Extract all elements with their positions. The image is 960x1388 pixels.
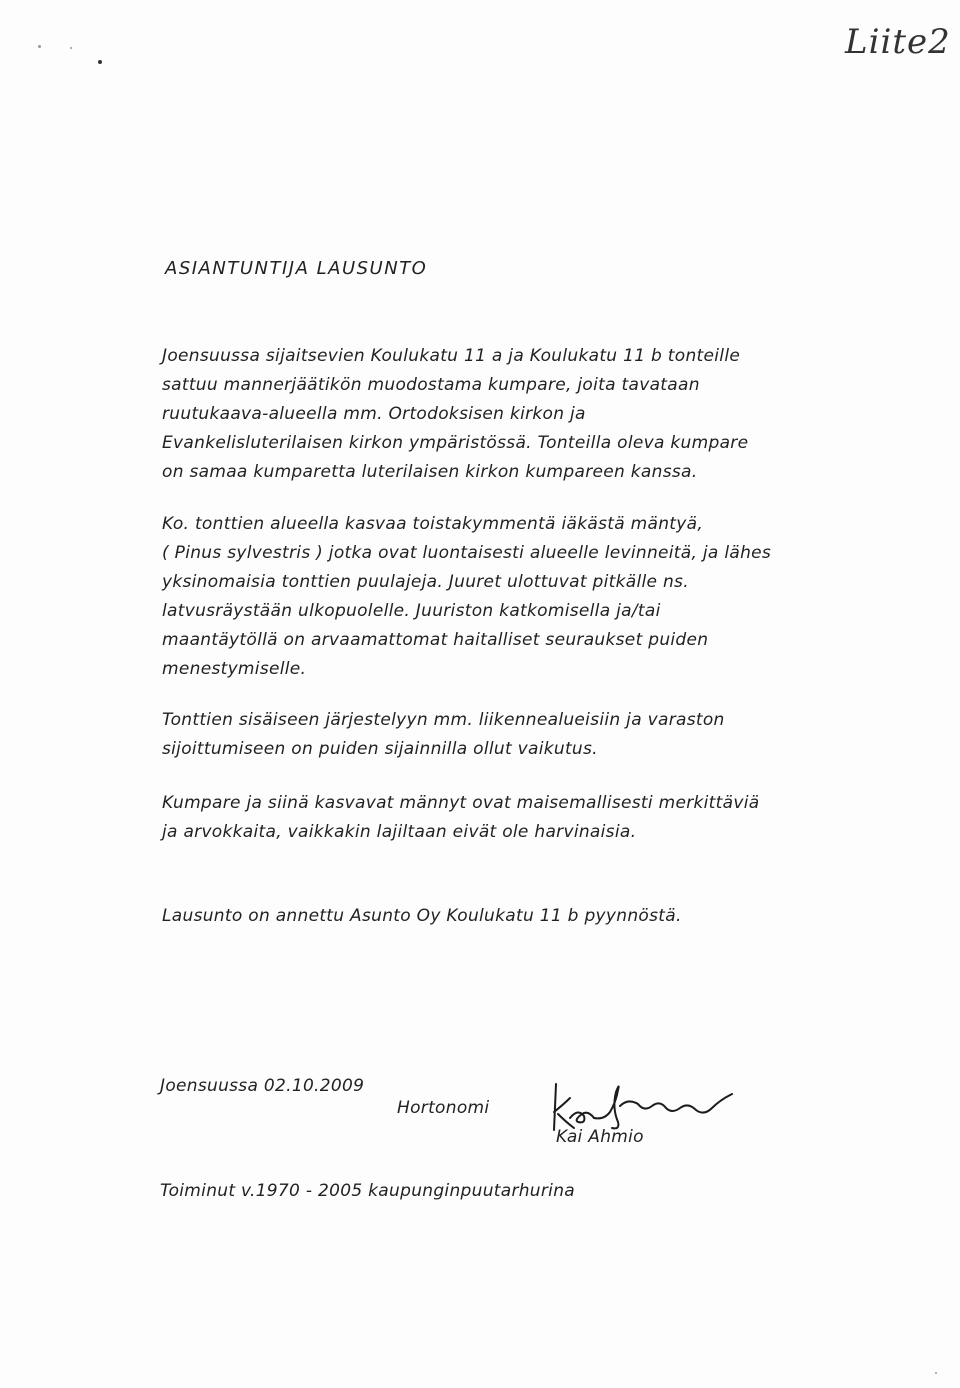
paragraph-1 <box>162 342 862 487</box>
paragraph-line: sijoittumiseen on puiden sijainnilla ollut vaikutus. <box>162 739 598 759</box>
paragraph-4 <box>162 789 862 847</box>
paragraph-line: ( Pinus sylvestris ) jotka ovat luontaisesti alueelle levinneitä, ja lähes <box>162 543 772 563</box>
paragraph-line: Evankelisluterilaisen kirkon ympäristössä. Tonteilla oleva kumpare <box>162 433 749 453</box>
scan-speck <box>98 60 102 64</box>
paragraph-line: ruutukaava-alueella mm. Ortodoksisen kirkon ja <box>162 404 586 424</box>
paragraph-2 <box>162 510 862 684</box>
paragraph-line: Ko. tonttien alueella kasvaa toistakymmentä iäkästä mäntyä, <box>162 514 704 534</box>
paragraph-line: Joensuussa sijaitsevien Koulukatu 11 a ja Koulukatu 11 b tonteille <box>162 346 741 366</box>
paragraph-line: menestymiselle. <box>162 659 307 679</box>
paragraph-line: Kumpare ja siinä kasvavat männyt ovat maisemallisesti merkittäviä <box>162 793 760 813</box>
paragraph-line: Lausunto on annettu Asunto Oy Koulukatu 11 b pyynnöstä. <box>162 906 682 926</box>
paragraph-3 <box>162 706 862 764</box>
signer-name: Kai Ahmio <box>556 1127 644 1147</box>
paragraph-line: on samaa kumparetta luterilaisen kirkon kumpareen kanssa. <box>162 462 698 482</box>
document-heading: ASIANTUNTIJA LAUSUNTO <box>165 258 428 279</box>
paragraph-line: maantäytöllä on arvaamattomat haitalliset seuraukset puiden <box>162 630 709 650</box>
paragraph-line: sattuu mannerjäätikön muodostama kumpare, joita tavataan <box>162 375 700 395</box>
paragraph-5 <box>162 902 862 931</box>
signer-title: Hortonomi <box>397 1098 490 1118</box>
place-date: Joensuussa 02.10.2009 <box>160 1076 365 1096</box>
paragraph-line: Tonttien sisäiseen järjestelyyn mm. liikennealueisiin ja varaston <box>162 710 725 730</box>
signer-career-note: Toiminut v.1970 - 2005 kaupunginpuutarhurina <box>160 1181 575 1201</box>
scan-speck <box>70 47 72 49</box>
scan-speck <box>935 1372 937 1374</box>
paragraph-line: latvusräystään ulkopuolelle. Juuriston katkomisella ja/tai <box>162 601 661 621</box>
paragraph-line: ja arvokkaita, vaikkakin lajiltaan eivät ole harvinaisia. <box>162 822 637 842</box>
paragraph-line: yksinomaisia tonttien puulajeja. Juuret ulottuvat pitkälle ns. <box>162 572 689 592</box>
scan-speck <box>38 45 41 48</box>
attachment-label: Liite2 <box>845 22 951 62</box>
